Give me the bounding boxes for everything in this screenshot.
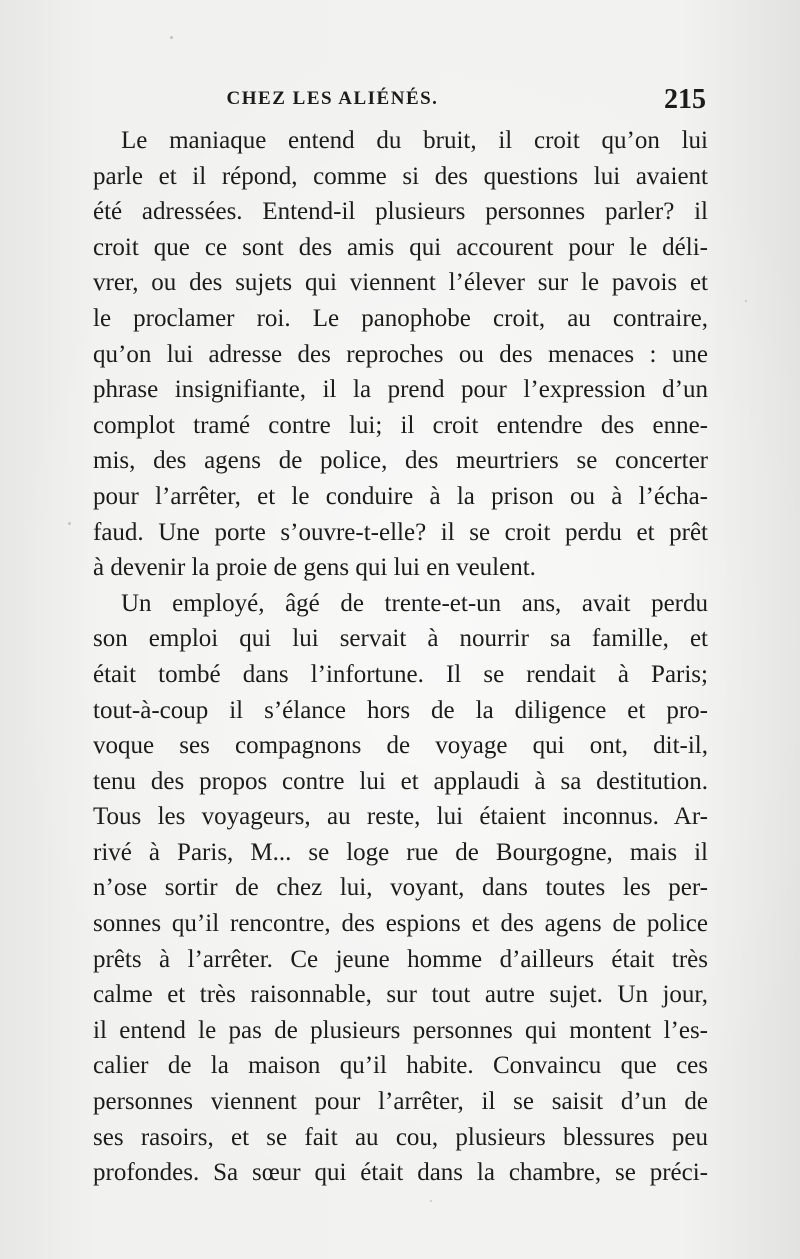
text-line: pour l’arrêter, et le conduire à la prison ou à l’écha- (93, 482, 708, 510)
text-line: été adressées. Entend-il plusieurs personnes parler? il (93, 198, 708, 226)
text-line: calier de la maison qu’il habite. Convaincu que ces (93, 1052, 708, 1080)
paper-speck (170, 36, 173, 39)
text-line: prêts à l’arrêter. Ce jeune homme d’ailleurs était très (93, 945, 708, 973)
text-line: le proclamer roi. Le panophobe croit, au contraire, (93, 304, 708, 332)
running-head (80, 84, 720, 116)
text-line: calme et très raisonnable, sur tout autre sujet. Un jour, (93, 981, 708, 1009)
text-line: à devenir la proie de gens qui lui en veulent. (93, 554, 536, 582)
text-line: personnes viennent pour l’arrêter, il se saisit d’un de (93, 1088, 708, 1116)
text-line: tout-à-coup il s’élance hors de la diligence et pro- (93, 696, 708, 724)
text-line: profondes. Sa sœur qui était dans la chambre, se préci- (93, 1159, 708, 1187)
text-line: complot tramé contre lui; il croit entendre des enne- (93, 411, 708, 439)
text-line: son emploi qui lui servait à nourrir sa famille, et (93, 625, 708, 653)
page-number: 215 (664, 84, 706, 115)
text-line: Le maniaque entend du bruit, il croit qu’on lui (121, 127, 708, 154)
text-line: était tombé dans l’infortune. Il se rendait à Paris; (93, 660, 708, 688)
text-line: ses rasoirs, et se fait au cou, plusieurs blessures peu (93, 1123, 708, 1151)
text-line: voque ses compagnons de voyage qui ont, dit-il, (93, 732, 708, 760)
text-line: vrer, ou des sujets qui viennent l’élever sur le pavois et (93, 269, 708, 297)
text-line: n’ose sortir de chez lui, voyant, dans toutes les per- (93, 874, 708, 902)
paper-speck (745, 300, 747, 302)
text-line: phrase insignifiante, il la prend pour l’expression d’un (93, 376, 708, 404)
text-line: qu’on lui adresse des reproches ou des menaces : une (93, 340, 708, 368)
paper-speck (430, 1200, 432, 1202)
text-line: faud. Une porte s’ouvre-t-elle? il se croit perdu et prêt (93, 518, 708, 546)
text-line: il entend le pas de plusieurs personnes qui montent l’es- (93, 1016, 708, 1044)
paper-speck (68, 522, 71, 525)
text-line: parle et il répond, comme si des questions lui avaient (93, 162, 708, 190)
text-line: Un employé, âgé de trente-et-un ans, avait perdu (121, 589, 708, 617)
text-line: tenu des propos contre lui et applaudi à sa destitution. (93, 767, 708, 795)
text-line: Tous les voyageurs, au reste, lui étaient inconnus. Ar- (93, 803, 708, 831)
text-line: sonnes qu’il rencontre, des espions et des agens de police (93, 910, 708, 938)
text-line: rivé à Paris, M... se loge rue de Bourgogne, mais il (93, 838, 708, 866)
text-line: mis, des agens de police, des meurtriers se concerter (93, 447, 708, 475)
body-text (93, 123, 708, 1191)
page-header-title: CHEZ LES ALIÉNÉS. (226, 88, 439, 109)
text-line: croit que ce sont des amis qui accourent pour le déli- (93, 233, 708, 261)
